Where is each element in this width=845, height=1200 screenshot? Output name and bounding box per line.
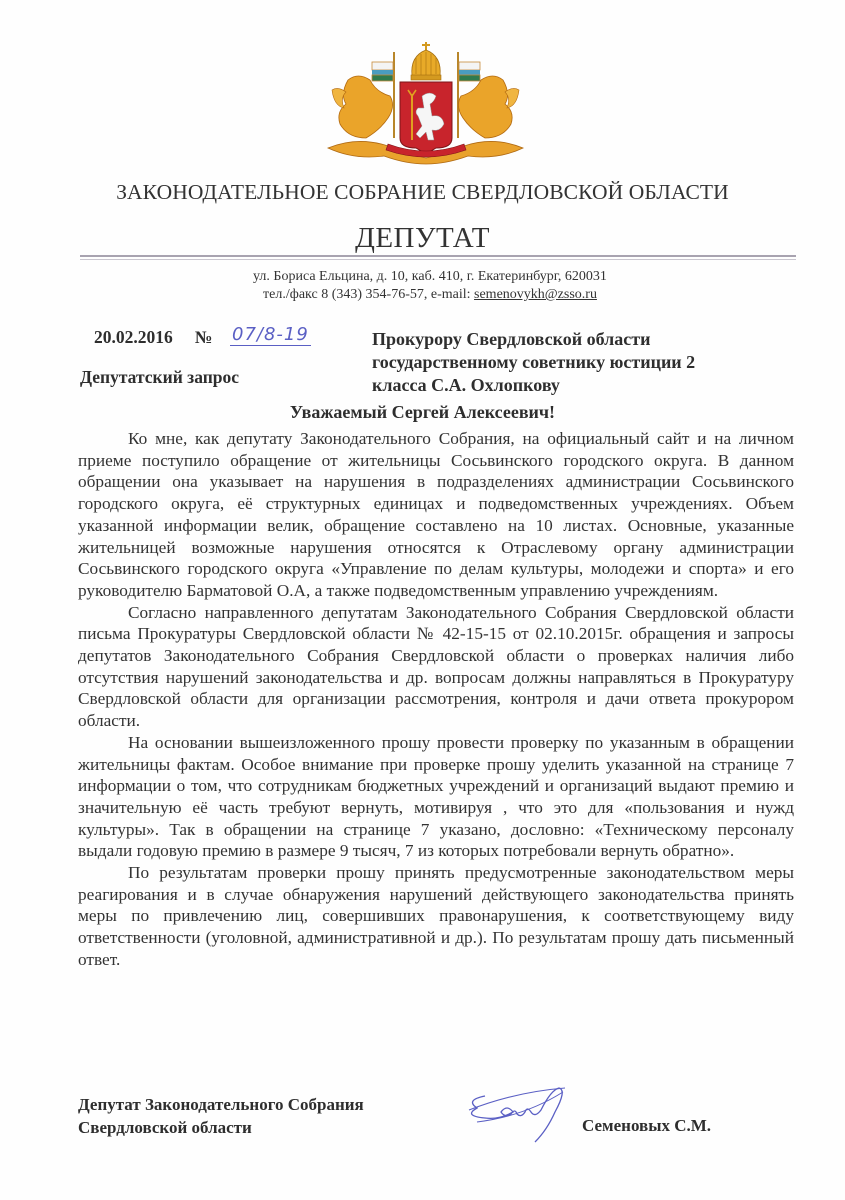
addressee-line: класса С.А. Охлопкову (372, 375, 560, 395)
contact-block (0, 268, 845, 304)
document-type: Депутатский запрос (80, 367, 240, 387)
role-title: ДЕПУТАТ (355, 222, 490, 254)
date-number-line (94, 327, 212, 348)
handwritten-signature-icon (455, 1082, 575, 1152)
phone-email-line (0, 286, 845, 304)
email-link[interactable]: semenovykh@zsso.ru (474, 287, 597, 302)
body-paragraph: На основании вышеизложенного прошу провести проверку по указанным в обращении жительницы фактам. Особое внимание при проверке прошу уделить указанной на странице 7 информации о том, что сотрудникам бюджетных учреждений и организаций выдают премию и значительную её часть требуют вернуть, мотивируя , что это для «пользования и нужд культуры». Так в обращении на странице 7 указано, дословно: «Техническому персоналу выдали годовую премию в размере 9 тысяч, 7 из которых потребовали вернуть обратно». (78, 732, 794, 861)
letter-body (78, 428, 794, 971)
signatory-position (78, 1093, 364, 1139)
phone-fax: тел./факс 8 (343) 354-76-57, e-mail: (263, 287, 475, 302)
body-paragraph: По результатам проверки прошу принять предусмотренные законодательством меры реагирования и в случае обнаружения нарушений действующего законодательства принять меры по привлечению лиц, совершивших правонарушения, к соответствующему виду ответственности (уголовной, административной и др.). По результатам прошу дать письменный ответ. (78, 863, 794, 969)
addressee-line: Прокурору Свердловской области (372, 329, 651, 349)
addressee-block (372, 328, 792, 397)
number-sign: № (194, 327, 213, 347)
body-paragraph: Ко мне, как депутату Законодательного Собрания, на официальный сайт и на личном приеме поступило обращение от жительницы Сосьвинского городского округа. В данном обращении она указывает на нарушения в подразделениях администрации Сосьвинского городского округа, её структурных единицах и подведомственных учреждениях. Объем указанной информации велик, обращение составлено на 10 листах. Основные, указанные жительницей возможные нарушения относятся к Отраслевому органу администрации Сосьвинского городского округа «Управление по делам культуры, молодежи и спорта» и его руководителю Барматовой О.А, а также подведомственным управлению учреждениям. (78, 429, 794, 600)
document-date: 20.02.2016 (94, 327, 173, 347)
organization-title: ЗАКОНОДАТЕЛЬНОЕ СОБРАНИЕ СВЕРДЛОВСКОЙ ОБЛАСТИ (116, 180, 729, 204)
body-paragraph: Согласно направленного депутатам Законодательного Собрания Свердловской области письма Прокуратуры Свердловской области № 42-15-15 от 02.10.2015г. обращения и запросы депутатов Законодательного Собрания Свердловской области о проверках наличия либо отсутствия нарушений законодательства и др. вопросам должны направляться в Прокуратуру Свердловской области для организации рассмотрения, контроля и дачи ответа прокурором области. (78, 602, 794, 731)
handwritten-registration-number: 07/8-19 (232, 324, 309, 345)
header-divider (80, 255, 796, 257)
addressee-line: государственному советнику юстиции 2 (372, 352, 696, 372)
signer-name: Семеновых С.М. (582, 1116, 712, 1135)
position-line: Свердловской области (78, 1118, 252, 1137)
position-line: Депутат Законодательного Собрания (78, 1095, 364, 1114)
coat-of-arms-icon (318, 20, 533, 165)
header-divider-thin (80, 259, 796, 260)
salutation: Уважаемый Сергей Алексеевич! (289, 402, 556, 422)
postal-address: ул. Бориса Ельцина, д. 10, каб. 410, г. Екатеринбург, 620031 (253, 269, 607, 284)
